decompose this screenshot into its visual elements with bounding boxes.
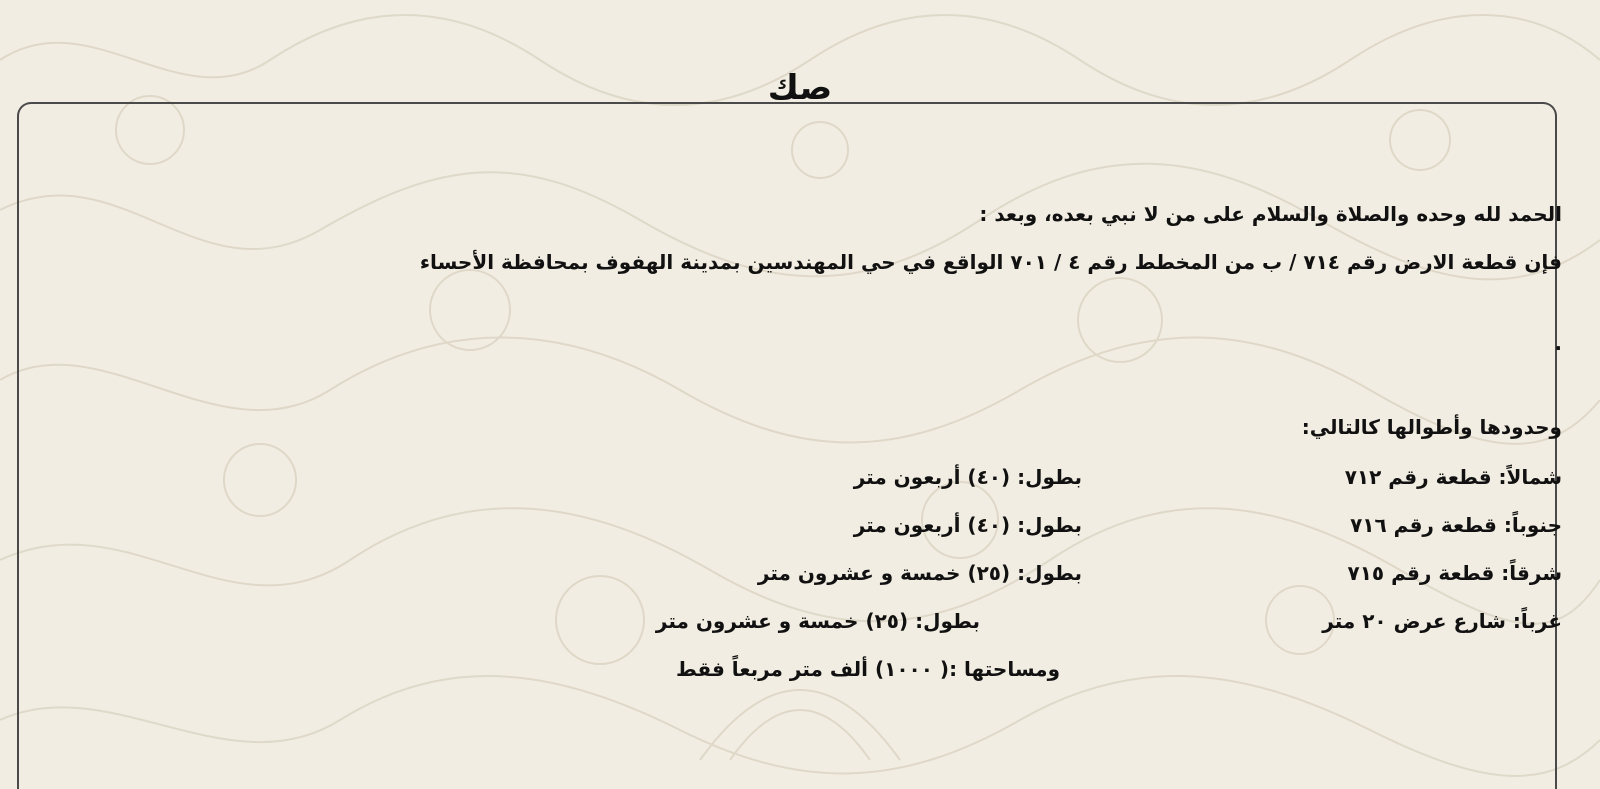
boundary-length: بطول: (٤٠) أربعون متر — [853, 465, 1082, 489]
boundary-direction: غرباً: شارع عرض ٢٠ متر — [1322, 609, 1562, 633]
boundary-row-west — [562, 607, 1562, 637]
boundary-length: بطول: (٤٠) أربعون متر — [853, 513, 1082, 537]
parcel-description: فإن قطعة الارض رقم ٧١٤ / ب من المخطط رقم ٤ / ٧٠١ الواقع في حي المهندسين بمدينة الهفوف بمحافظة الأحساء — [419, 250, 1562, 274]
boundary-row-north — [562, 463, 1562, 493]
boundary-direction: شرقاً: قطعة رقم ٧١٥ — [1347, 561, 1562, 585]
preamble-text: الحمد لله وحده والصلاة والسلام على من لا نبي بعده، وبعد : — [979, 202, 1562, 226]
boundary-direction: جنوباً: قطعة رقم ٧١٦ — [1350, 513, 1562, 537]
document-title: صك — [767, 68, 833, 108]
boundary-length: بطول: (٢٥) خمسة و عشرون متر — [655, 609, 980, 633]
area-text: ومساحتها :( ١٠٠٠) ألف متر مربعاً فقط — [675, 657, 1060, 681]
trailing-dot: . — [1554, 331, 1562, 355]
boundary-row-east — [562, 559, 1562, 589]
boundary-row-south — [562, 511, 1562, 541]
boundary-length: بطول: (٢٥) خمسة و عشرون متر — [757, 561, 1082, 585]
boundaries-heading: وحدودها وأطوالها كالتالي: — [1301, 415, 1562, 439]
boundary-direction: شمالاً: قطعة رقم ٧١٢ — [1344, 465, 1562, 489]
